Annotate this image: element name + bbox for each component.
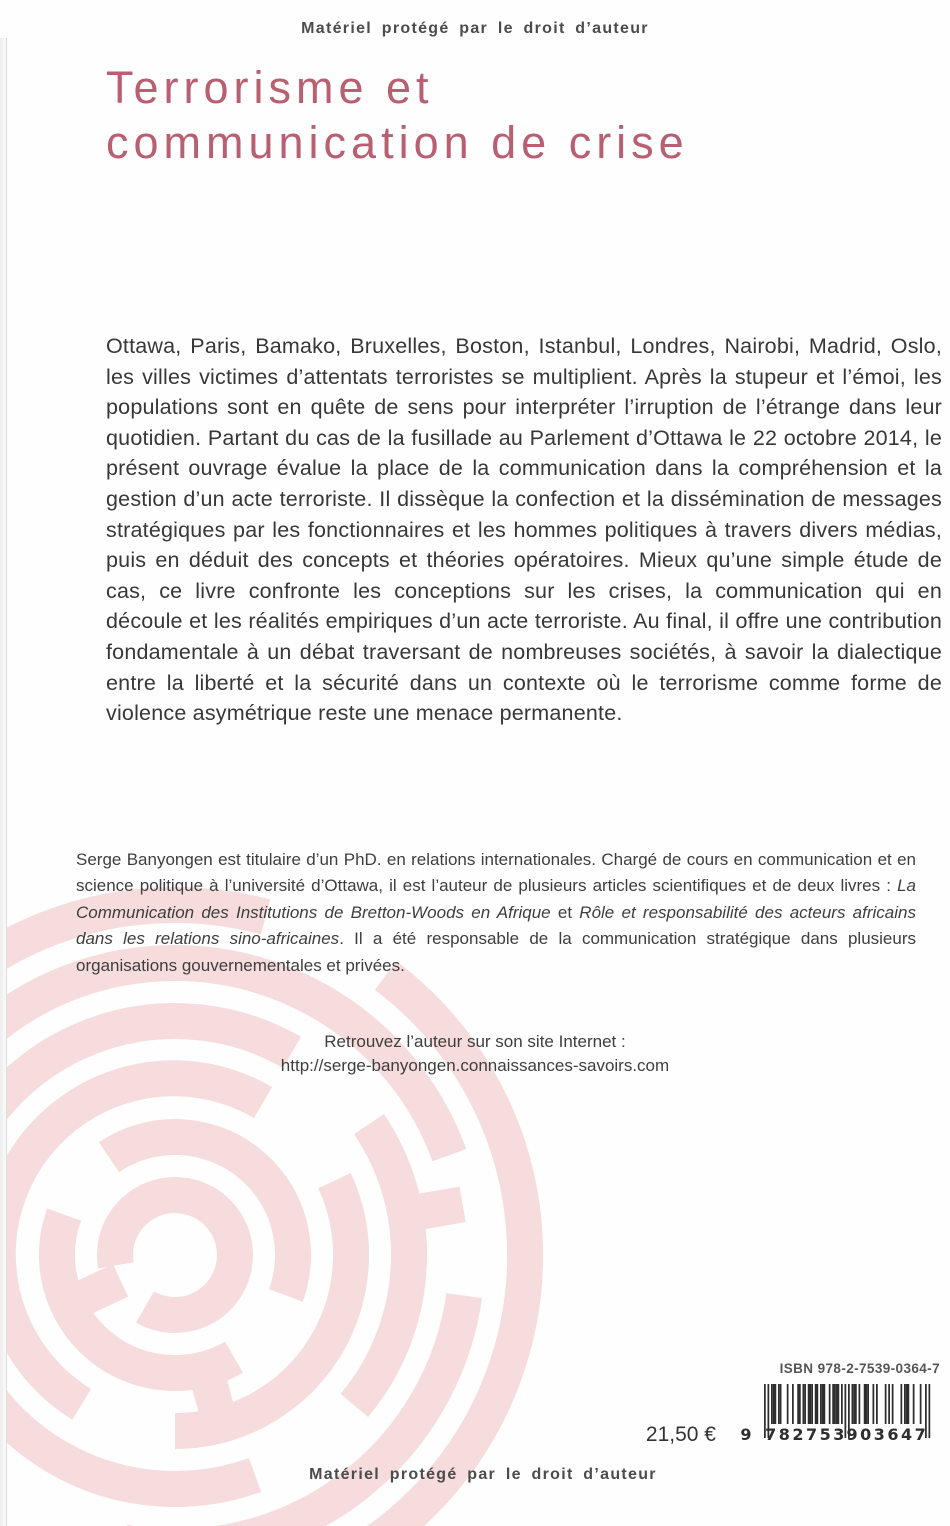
website-label: Retrouvez l’auteur sur son site Internet :	[324, 1032, 626, 1051]
book-title-line2: communication de crise	[106, 117, 689, 168]
ean13-barcode	[734, 1382, 944, 1449]
barcode-bars-icon	[734, 1382, 944, 1444]
copyright-notice-top: Matériel protégé par le droit d’auteur	[301, 20, 649, 37]
website-url: http://serge-banyongen.connaissances-savoirs.com	[280, 1056, 670, 1075]
synopsis-paragraph: Ottawa, Paris, Bamako, Bruxelles, Boston, Istanbul, Londres, Nairobi, Madrid, Oslo, les villes victimes d’attentats terroristes se multiplient. Après la stupeur et l’émoi, les populations sont en quête de sens pour interpréter l’irruption de l’étrange dans leur quotidien. Partant du cas de la fusillade au Parlement d’Ottawa le 22 octobre 2014, le présent ouvrage évalue la place de la communication dans la compréhension et la gestion d’un acte terroriste. Il dissèque la confection et la dissémination de messages stratégiques par les fonctionnaires et les hommes politiques à travers divers médias, puis en déduit des concepts et théories opératoires. Mieux qu’une simple étude de cas, ce livre confronte les conceptions sur les crises, la communication qui en découle et les réalités empiriques d’un acte terroriste. Au final, il offre une contribution fondamentale à un débat traversant de nombreuses sociétés, à savoir la dialectique entre la liberté et la sécurité dans un contexte où le terrorisme comme forme de violence asymétrique reste une menace permanente.	[106, 334, 942, 726]
copyright-notice-bottom: Matériel protégé par le droit d’auteur	[309, 1466, 657, 1483]
price-label: 21,50 €	[645, 1423, 716, 1446]
author-bio-paragraph: Serge Banyongen est titulaire d’un PhD. en relations internationales. Chargé de cours en communication et en science politique à l’université d’Ottawa, il est l’auteur de plusieurs articles scientifiques et de deux livres : La Communication des Institutions de Bretton-Woods en Afrique et Rôle et responsabilité des acteurs africains dans les relations sino-africaines. Il a été responsable de la communication stratégique dans plusieurs organisations gouvernementales et privées.	[76, 850, 917, 975]
page-edge	[0, 38, 7, 1526]
book-title	[106, 60, 689, 170]
website-block	[0, 1030, 950, 1078]
isbn-label: ISBN 978-2-7539-0364-7	[779, 1361, 940, 1376]
svg-text:782753: 782753	[765, 1425, 847, 1444]
book-title-line1: Terrorisme et	[106, 62, 434, 113]
svg-text:9: 9	[740, 1425, 752, 1444]
svg-text:903647: 903647	[846, 1425, 929, 1444]
